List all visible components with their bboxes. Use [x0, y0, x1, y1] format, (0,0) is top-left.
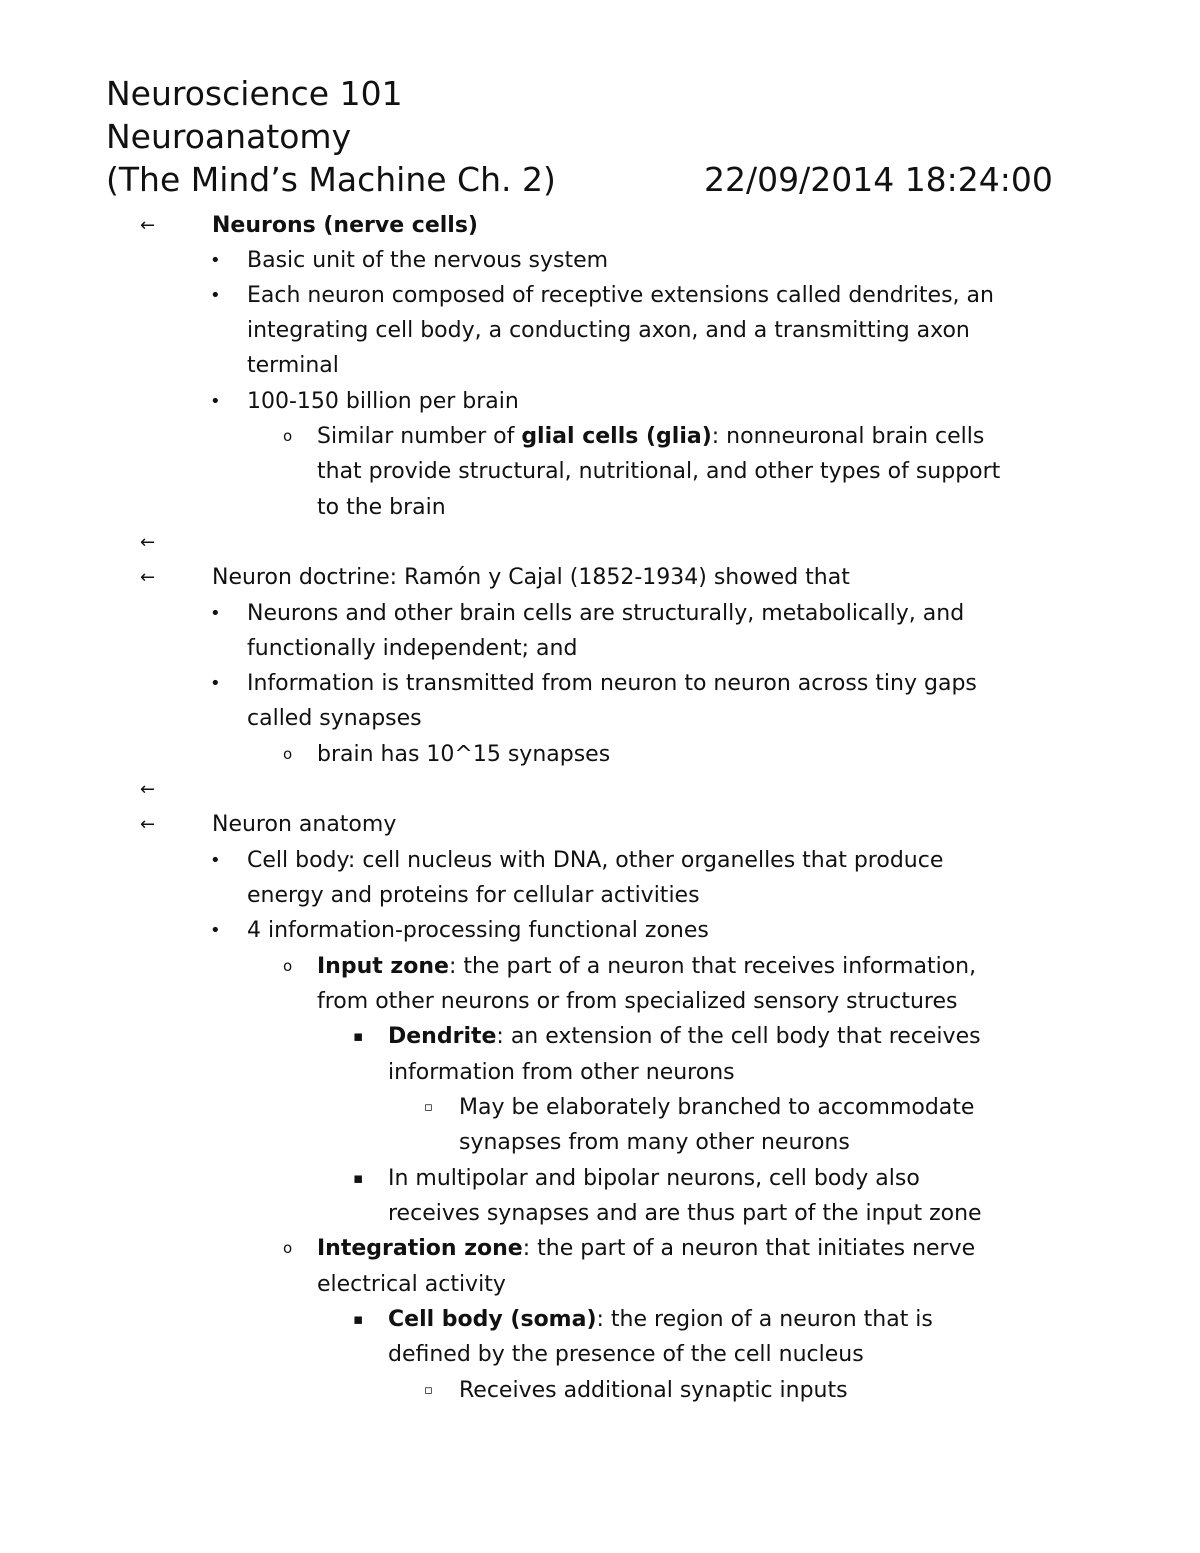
- square-bullet-icon: ▪: [353, 1027, 364, 1045]
- section-heading: Neuron anatomy: [212, 812, 397, 837]
- bullet-icon: •: [210, 285, 221, 306]
- list-item: [388, 1019, 981, 1054]
- list-item-continued: receives synapses and are thus part of the input zone: [388, 1201, 982, 1226]
- arrow-icon: ←: [140, 779, 156, 800]
- list-item: 4 information-processing functional zones: [247, 918, 709, 943]
- arrow-icon: ←: [140, 215, 156, 236]
- square-bullet-icon: ▪: [353, 1169, 364, 1187]
- course-title: Neuroscience 101: [106, 74, 403, 113]
- text-span: : the part of a neuron that receives information,: [448, 954, 977, 979]
- circle-bullet-icon: o: [283, 957, 293, 975]
- bullet-icon: •: [210, 850, 221, 871]
- arrow-icon: ←: [140, 814, 156, 835]
- topic-title: Neuroanatomy: [106, 117, 352, 156]
- list-item-continued: energy and proteins for cellular activities: [247, 883, 700, 908]
- bullet-icon: •: [210, 673, 221, 694]
- list-item: [388, 1302, 933, 1337]
- list-item: Basic unit of the nervous system: [247, 248, 609, 273]
- heading-text: Neurons (nerve cells): [212, 213, 478, 238]
- small-square-bullet-icon: ▫: [424, 1383, 433, 1398]
- bold-term: Integration zone: [317, 1236, 523, 1261]
- list-item: [317, 1231, 975, 1266]
- list-item-continued: terminal: [247, 353, 339, 378]
- list-item-continued: from other neurons or from specialized sensory structures: [317, 989, 958, 1014]
- list-item-continued: electrical activity: [317, 1272, 506, 1297]
- list-item-continued: called synapses: [247, 706, 422, 731]
- list-item-continued: defined by the presence of the cell nucleus: [388, 1342, 864, 1367]
- arrow-icon: ←: [140, 567, 156, 588]
- list-item: In multipolar and bipolar neurons, cell body also: [388, 1166, 920, 1191]
- list-item: Receives additional synaptic inputs: [459, 1378, 848, 1403]
- section-heading: [212, 208, 478, 243]
- bullet-icon: •: [210, 391, 221, 412]
- square-bullet-icon: ▪: [353, 1310, 364, 1328]
- list-item-continued: information from other neurons: [388, 1060, 735, 1085]
- circle-bullet-icon: o: [283, 1239, 293, 1257]
- list-item: May be elaborately branched to accommodate: [459, 1095, 975, 1120]
- list-item: Cell body: cell nucleus with DNA, other organelles that produce: [247, 848, 944, 873]
- list-item-continued: to the brain: [317, 495, 446, 520]
- list-item: [317, 949, 976, 984]
- list-item: brain has 10^15 synapses: [317, 742, 611, 767]
- bullet-icon: •: [210, 250, 221, 271]
- bullet-icon: •: [210, 603, 221, 624]
- list-item: [317, 419, 984, 454]
- list-item-continued: that provide structural, nutritional, and other types of support: [317, 459, 1001, 484]
- list-item-continued: synapses from many other neurons: [459, 1130, 850, 1155]
- bold-term: Dendrite: [388, 1024, 497, 1049]
- circle-bullet-icon: o: [283, 427, 293, 445]
- text-span: : the region of a neuron that is: [596, 1307, 933, 1332]
- text-span: Similar number of: [317, 424, 522, 449]
- list-item: 100-150 billion per brain: [247, 389, 519, 414]
- bold-term: Cell body (soma): [388, 1307, 597, 1332]
- bullet-icon: •: [210, 920, 221, 941]
- list-item: Neurons and other brain cells are structurally, metabolically, and: [247, 601, 965, 626]
- circle-bullet-icon: o: [283, 745, 293, 763]
- bold-term: glial cells (glia): [521, 424, 712, 449]
- bold-term: Input zone: [317, 954, 449, 979]
- text-span: : nonneuronal brain cells: [711, 424, 985, 449]
- note-datetime: 22/09/2014 18:24:00: [704, 160, 1053, 199]
- list-item-continued: integrating cell body, a conducting axon, and a transmitting axon: [247, 318, 970, 343]
- list-item-continued: functionally independent; and: [247, 636, 578, 661]
- list-item: Each neuron composed of receptive extensions called dendrites, an: [247, 283, 994, 308]
- source-title: (The Mind’s Machine Ch. 2): [106, 160, 556, 199]
- list-item: Information is transmitted from neuron to neuron across tiny gaps: [247, 671, 977, 696]
- text-span: : an extension of the cell body that receives: [496, 1024, 981, 1049]
- arrow-icon: ←: [140, 532, 156, 553]
- text-span: : the part of a neuron that initiates nerve: [522, 1236, 976, 1261]
- section-heading: Neuron doctrine: Ramón y Cajal (1852-1934) showed that: [212, 565, 850, 590]
- small-square-bullet-icon: ▫: [424, 1100, 433, 1115]
